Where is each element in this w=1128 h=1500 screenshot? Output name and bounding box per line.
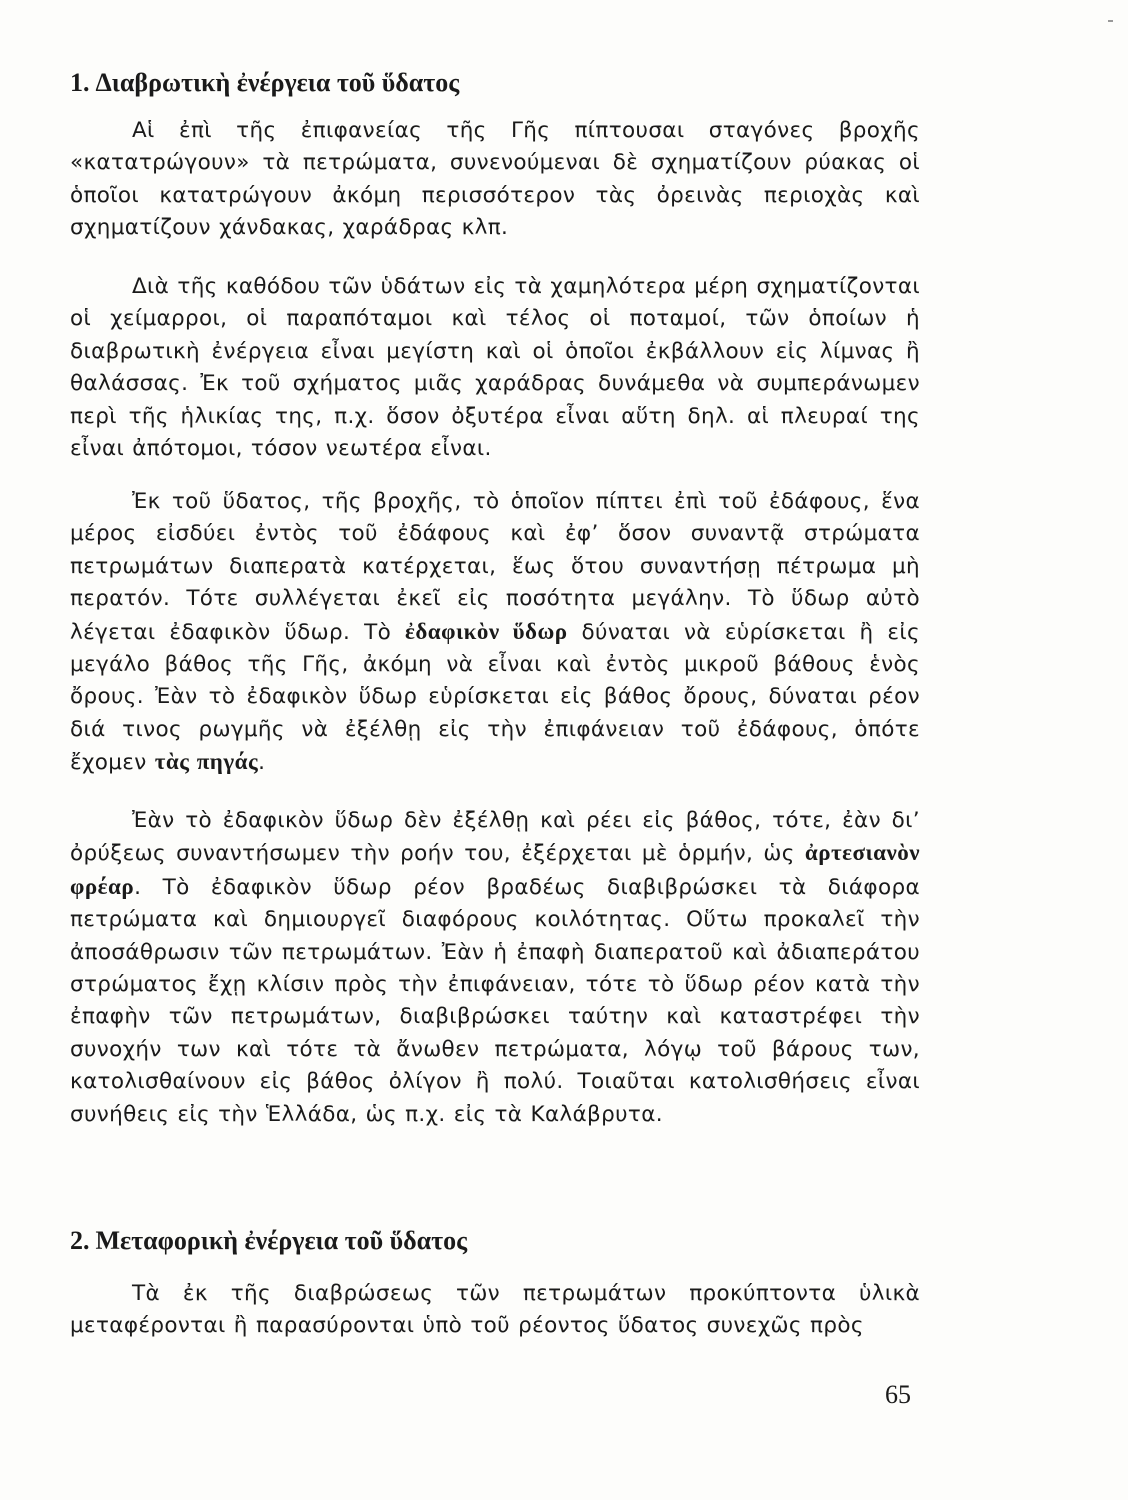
paragraph-3 xyxy=(70,486,920,780)
page-number: 65 xyxy=(885,1380,911,1409)
term-edafikon-ydor: ἐδαφικὸν ὕδωρ xyxy=(405,618,568,644)
scan-mark xyxy=(1108,20,1113,22)
section-1-title: Διαβρωτικὴ ἐνέργεια τοῦ ὕδατος xyxy=(95,68,460,97)
term-tas-pigas: τὰς πηγάς xyxy=(154,749,259,775)
paragraph-3-text-a: Ἐκ τοῦ ὕδατος, τῆς βροχῆς, τὸ ὁποῖον πίπτει ἐπὶ τοῦ ἐδάφους, ἕνα μέρος εἰσδύει ἐντὸς τοῦ ἐδάφους καὶ ἐφ’ ὅσον συναντᾷ στρώματα πετρωμάτων διαπερατὰ κατέρχεται, ἕως ὅτου συναντήσῃ πέτρωμα μὴ περατόν. Τότε συλλέγεται ἐκεῖ εἰς ποσότητα μεγάλην. Τὸ ὕδωρ αὐτὸ λέγεται ἐδαφικὸν ὕδωρ. Τὸ xyxy=(70,489,920,645)
paragraph-3-text-c: . xyxy=(258,750,266,776)
paragraph-5: Τὰ ἐκ τῆς διαβρώσεως τῶν πετρωμάτων προκύπτοντα ὑλικὰ μεταφέρονται ἢ παρασύρονται ὑπὸ τοῦ ρέοντος ὕδατος συνεχῶς πρὸς xyxy=(70,1281,920,1339)
term-artesianon-frear: ἀρτεσιανὸν φρέαρ xyxy=(70,840,920,899)
section-2-heading xyxy=(70,1224,467,1258)
paragraph-4-text-a: Ἐὰν τὸ ἐδαφικὸν ὕδωρ δὲν ἐξέλθῃ καὶ ρέει εἰς βάθος, τότε, ἐὰν δι’ ὀρύξεως συναντήσωμεν τὴν ροήν του, ἐξέρχεται μὲ ὁρμήν, ὡς xyxy=(70,808,920,867)
paragraph-4-text-b: . Τὸ ἐδαφικὸν ὕδωρ ρέον βραδέως διαβιβρώσκει τὰ διάφορα πετρώματα καὶ δημιουργεῖ διαφόρους κοιλότητας. Οὕτω προκαλεῖ τὴν ἀποσάθρωσιν τῶν πετρωμάτων. Ἐὰν ἡ ἐπαφὴ διαπερατοῦ καὶ ἀδιαπεράτου στρώματος ἔχῃ κλίσιν πρὸς τὴν ἐπιφάνειαν, τότε τὸ ὕδωρ ρέον κατὰ τὴν ἐπαφὴν τῶν πετρωμάτων, διαβιβρώσκει ταύτην καὶ καταστρέφει τὴν συνοχήν των καὶ τότε τὰ ἄνωθεν πετρώματα, λόγῳ τοῦ βάρους των, κατολισθαίνουν εἰς βάθος ὀλίγον ἢ πολύ. Τοιαῦται κατολισθήσεις εἶναι συνήθεις εἰς τὴν Ἑλλάδα, ὡς π.χ. εἰς τὰ Καλάβρυτα. xyxy=(70,874,920,1127)
section-1-number: 1. xyxy=(70,68,90,97)
section-2-number: 2. xyxy=(70,1226,90,1255)
paragraph-2: Διὰ τῆς καθόδου τῶν ὑδάτων εἰς τὰ χαμηλότερα μέρη σχηματίζονται οἱ χείμαρροι, οἱ παραπόταμοι καὶ τέλος οἱ ποταμοί, τῶν ὁποίων ἡ διαβρωτικὴ ἐνέργεια εἶναι μεγίστη καὶ οἱ ὁποῖοι ἐκβάλλουν εἰς λίμνας ἢ θαλάσσας. Ἐκ τοῦ σχήματος μιᾶς χαράδρας δυνάμεθα νὰ συμπεράνωμεν περὶ τῆς ἡλικίας της, π.χ. ὅσον ὀξυτέρα εἶναι αὕτη δηλ. αἱ πλευραί της εἶναι ἀπότομοι, τόσον νεωτέρα εἶναι. xyxy=(70,274,920,462)
paragraph-4 xyxy=(70,805,920,1131)
paragraph-3-text-b: δύναται νὰ εὑρίσκεται ἢ εἰς μεγάλο βάθος τῆς Γῆς, ἀκόμη νὰ εἶναι καὶ ἐντὸς μικροῦ βάθους ἑνὸς ὄρους. Ἐὰν τὸ ἐδαφικὸν ὕδωρ εὑρίσκεται εἰς βάθος ὄρους, δύναται ρέον διά τινος ρωγμῆς νὰ ἐξέλθῃ εἰς τὴν ἐπιφάνειαν τοῦ ἐδάφους, ὁπότε ἔχομεν xyxy=(70,619,920,776)
section-1-heading xyxy=(70,66,459,100)
paragraph-1: Αἱ ἐπὶ τῆς ἐπιφανείας τῆς Γῆς πίπτουσαι σταγόνες βροχῆς «κατατρώγουν» τὰ πετρώματα, συνενούμεναι δὲ σχηματίζουν ρύακας οἱ ὁποῖοι κατατρώγουν ἀκόμη περισσότερον τὰς ὀρεινὰς περιοχὰς καὶ σχηματίζουν χάνδακας, χαράδρας κλπ. xyxy=(70,118,920,241)
section-2-title: Μεταφορικὴ ἐνέργεια τοῦ ὕδατος xyxy=(95,1226,468,1255)
